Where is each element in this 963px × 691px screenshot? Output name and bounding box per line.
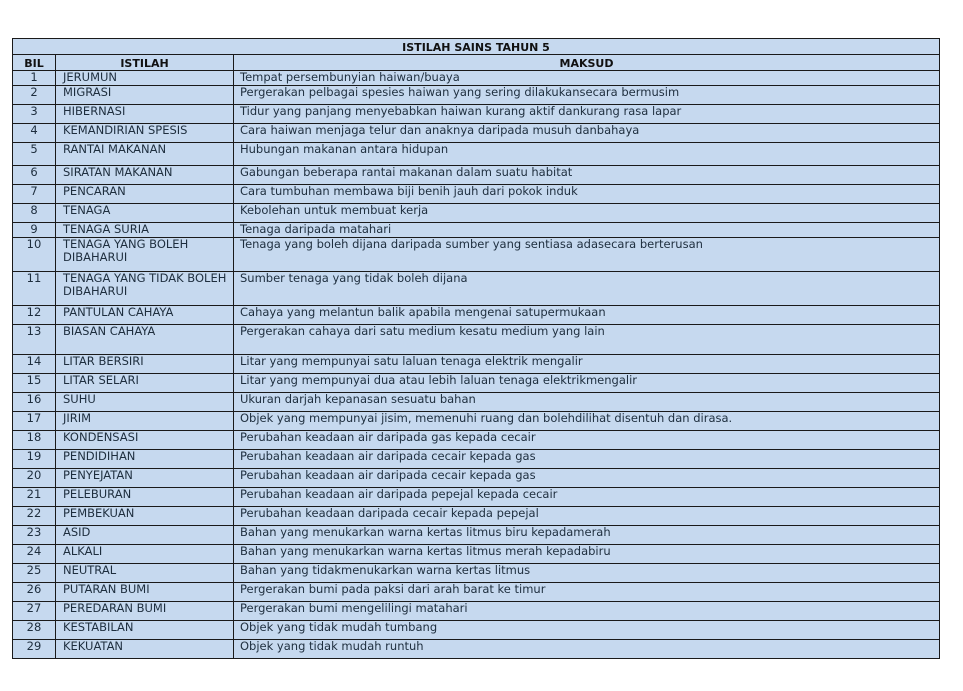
row-number: 12 — [13, 306, 56, 325]
row-term: SIRATAN MAKANAN — [56, 166, 234, 185]
row-term: LITAR SELARI — [56, 374, 234, 393]
row-term: JERUMUN — [56, 71, 234, 86]
table-row — [13, 124, 940, 143]
row-meaning: Litar yang mempunyai dua atau lebih laluan tenaga elektrikmengalir — [234, 374, 940, 393]
row-term: PEMBEKUAN — [56, 507, 234, 526]
table-row — [13, 71, 940, 86]
row-number: 4 — [13, 124, 56, 143]
row-meaning: Perubahan keadaan daripada cecair kepada pepejal — [234, 507, 940, 526]
row-term: RANTAI MAKANAN — [56, 143, 234, 166]
row-meaning: Litar yang mempunyai satu laluan tenaga elektrik mengalir — [234, 355, 940, 374]
row-number: 17 — [13, 412, 56, 431]
row-number: 23 — [13, 526, 56, 545]
table-row — [13, 431, 940, 450]
row-meaning: Bahan yang menukarkan warna kertas litmus merah kepadabiru — [234, 545, 940, 564]
row-term: KONDENSASI — [56, 431, 234, 450]
table-row — [13, 374, 940, 393]
row-meaning: Perubahan keadaan air daripada cecair kepada gas — [234, 450, 940, 469]
row-term: MIGRASI — [56, 86, 234, 105]
row-number: 14 — [13, 355, 56, 374]
table-row — [13, 204, 940, 223]
table-row — [13, 325, 940, 355]
row-meaning: Pergerakan cahaya dari satu medium kesatu medium yang lain — [234, 325, 940, 355]
row-number: 16 — [13, 393, 56, 412]
table-row — [13, 450, 940, 469]
row-number: 10 — [13, 238, 56, 272]
table-row — [13, 185, 940, 204]
row-number: 29 — [13, 640, 56, 659]
table-row — [13, 526, 940, 545]
row-term: ALKALI — [56, 545, 234, 564]
row-meaning: Pergerakan bumi mengelilingi matahari — [234, 602, 940, 621]
row-meaning: Bahan yang tidakmenukarkan warna kertas litmus — [234, 564, 940, 583]
row-number: 1 — [13, 71, 56, 86]
table-row — [13, 507, 940, 526]
row-number: 19 — [13, 450, 56, 469]
row-meaning: Pergerakan pelbagai spesies haiwan yang sering dilakukansecara bermusim — [234, 86, 940, 105]
row-meaning: Perubahan keadaan air daripada pepejal kepada cecair — [234, 488, 940, 507]
table-row — [13, 86, 940, 105]
row-meaning: Objek yang mempunyai jisim, memenuhi ruang dan bolehdilihat disentuh dan dirasa. — [234, 412, 940, 431]
row-term: TENAGA SURIA — [56, 223, 234, 238]
row-number: 24 — [13, 545, 56, 564]
row-meaning: Ukuran darjah kepanasan sesuatu bahan — [234, 393, 940, 412]
row-meaning: Tenaga yang boleh dijana daripada sumber yang sentiasa adasecara berterusan — [234, 238, 940, 272]
row-term: NEUTRAL — [56, 564, 234, 583]
table-row — [13, 393, 940, 412]
table-row — [13, 583, 940, 602]
row-number: 6 — [13, 166, 56, 185]
table-row — [13, 223, 940, 238]
row-number: 28 — [13, 621, 56, 640]
terms-table — [12, 38, 940, 659]
row-number: 7 — [13, 185, 56, 204]
row-meaning: Kebolehan untuk membuat kerja — [234, 204, 940, 223]
table-row — [13, 488, 940, 507]
table-row — [13, 355, 940, 374]
table-row — [13, 640, 940, 659]
row-term: TENAGA YANG BOLEH DIBAHARUI — [56, 238, 234, 272]
row-number: 21 — [13, 488, 56, 507]
row-meaning: Cara haiwan menjaga telur dan anaknya daripada musuh danbahaya — [234, 124, 940, 143]
row-term: LITAR BERSIRI — [56, 355, 234, 374]
row-term: SUHU — [56, 393, 234, 412]
row-meaning: Perubahan keadaan air daripada cecair kepada gas — [234, 469, 940, 488]
row-term: JIRIM — [56, 412, 234, 431]
row-meaning: Bahan yang menukarkan warna kertas litmus biru kepadamerah — [234, 526, 940, 545]
row-meaning: Gabungan beberapa rantai makanan dalam suatu habitat — [234, 166, 940, 185]
row-meaning: Cara tumbuhan membawa biji benih jauh dari pokok induk — [234, 185, 940, 204]
row-number: 25 — [13, 564, 56, 583]
row-meaning: Tidur yang panjang menyebabkan haiwan kurang aktif dankurang rasa lapar — [234, 105, 940, 124]
science-terms-sheet — [12, 38, 939, 659]
row-number: 26 — [13, 583, 56, 602]
row-term: PANTULAN CAHAYA — [56, 306, 234, 325]
table-title-row — [13, 39, 940, 55]
row-meaning: Hubungan makanan antara hidupan — [234, 143, 940, 166]
row-number: 20 — [13, 469, 56, 488]
row-meaning: Tempat persembunyian haiwan/buaya — [234, 71, 940, 86]
table-row — [13, 105, 940, 124]
row-number: 8 — [13, 204, 56, 223]
table-row — [13, 412, 940, 431]
header-row — [13, 55, 940, 71]
table-row — [13, 602, 940, 621]
table-row — [13, 621, 940, 640]
row-meaning: Objek yang tidak mudah tumbang — [234, 621, 940, 640]
row-term: KEKUATAN — [56, 640, 234, 659]
row-term: BIASAN CAHAYA — [56, 325, 234, 355]
row-number: 18 — [13, 431, 56, 450]
row-term: KESTABILAN — [56, 621, 234, 640]
row-number: 9 — [13, 223, 56, 238]
row-number: 2 — [13, 86, 56, 105]
row-term: PENDIDIHAN — [56, 450, 234, 469]
header-bil: BIL — [13, 55, 56, 71]
row-term: PEREDARAN BUMI — [56, 602, 234, 621]
row-term: HIBERNASI — [56, 105, 234, 124]
table-row — [13, 166, 940, 185]
table-row — [13, 238, 940, 272]
row-number: 5 — [13, 143, 56, 166]
table-title: ISTILAH SAINS TAHUN 5 — [13, 39, 940, 55]
row-number: 13 — [13, 325, 56, 355]
row-term: ASID — [56, 526, 234, 545]
table-row — [13, 545, 940, 564]
row-number: 15 — [13, 374, 56, 393]
table-row — [13, 306, 940, 325]
row-meaning: Objek yang tidak mudah runtuh — [234, 640, 940, 659]
table-row — [13, 272, 940, 306]
row-number: 11 — [13, 272, 56, 306]
row-meaning: Sumber tenaga yang tidak boleh dijana — [234, 272, 940, 306]
row-term: PELEBURAN — [56, 488, 234, 507]
row-meaning: Cahaya yang melantun balik apabila mengenai satupermukaan — [234, 306, 940, 325]
row-meaning: Pergerakan bumi pada paksi dari arah barat ke timur — [234, 583, 940, 602]
header-maksud: MAKSUD — [234, 55, 940, 71]
row-number: 27 — [13, 602, 56, 621]
table-row — [13, 564, 940, 583]
row-number: 22 — [13, 507, 56, 526]
row-term: PENYEJATAN — [56, 469, 234, 488]
row-term: PENCARAN — [56, 185, 234, 204]
table-row — [13, 469, 940, 488]
row-meaning: Perubahan keadaan air daripada gas kepada cecair — [234, 431, 940, 450]
row-term: TENAGA YANG TIDAK BOLEH DIBAHARUI — [56, 272, 234, 306]
row-term: KEMANDIRIAN SPESIS — [56, 124, 234, 143]
row-term: TENAGA — [56, 204, 234, 223]
row-term: PUTARAN BUMI — [56, 583, 234, 602]
row-meaning: Tenaga daripada matahari — [234, 223, 940, 238]
header-istilah: ISTILAH — [56, 55, 234, 71]
row-number: 3 — [13, 105, 56, 124]
table-row — [13, 143, 940, 166]
